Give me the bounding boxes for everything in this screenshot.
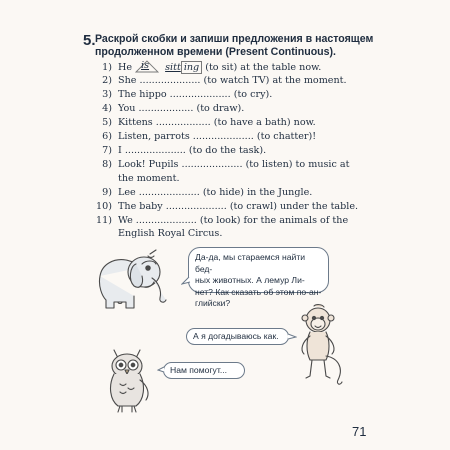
exercise-text: We .................... (to look) for the animals of the <box>118 215 349 226</box>
bubble-line: Да-да, мы стараемся найти бед- <box>195 252 306 274</box>
monkey-illustration <box>292 304 348 388</box>
exercise-text: The hippo .................... (to cry). <box>118 89 273 100</box>
task-title: Раскрой скобки и запиши предложения в настоящем продолженном времени (Present Continuous). <box>95 33 374 58</box>
bubble-line: ных животных. А лемур Ли- <box>195 275 305 285</box>
exercise-number: 2) <box>102 75 112 86</box>
exercise-number: 3) <box>102 89 112 100</box>
bubble-line: глийски? <box>195 298 231 308</box>
example-aux-triangle <box>134 60 160 73</box>
monkey-speech-bubble: А я догадываюсь как. <box>186 328 289 345</box>
exercise-item <box>95 201 358 213</box>
exercise-item <box>95 215 348 227</box>
example-suffix-box: ing <box>181 61 202 74</box>
exercise-item-continuation <box>95 228 222 240</box>
exercise-item <box>95 117 316 129</box>
exercise-text: the moment. <box>118 173 180 184</box>
exercise-number: 8) <box>102 159 112 170</box>
exercise-item <box>95 75 347 87</box>
exercise-number: 7) <box>102 145 112 156</box>
exercise-item <box>95 89 272 101</box>
exercise-text: English Royal Circus. <box>118 228 223 239</box>
exercise-item <box>95 103 244 115</box>
exercise-number: 5) <box>102 117 112 128</box>
task-number: 5. <box>83 32 96 49</box>
owl-bubble-tail <box>157 366 165 374</box>
exercise-text: I .................... (to do the task). <box>118 145 267 156</box>
elephant-illustration <box>92 246 188 312</box>
exercise-item <box>95 145 266 157</box>
exercise-item-continuation <box>95 173 180 185</box>
exercise-item <box>95 131 316 143</box>
exercise-text: Lee .................... (to hide) in the Jungle. <box>118 187 313 198</box>
elephant-speech-bubble <box>188 247 329 308</box>
owl-speech-bubble: Нам помогут... <box>163 362 245 379</box>
exercise-text: You .................. (to draw). <box>118 103 245 114</box>
exercise-item <box>95 187 312 199</box>
example-sentence <box>95 60 321 74</box>
exercise-number: 9) <box>102 187 112 198</box>
exercise-number: 1) <box>102 62 112 73</box>
exercise-item <box>95 159 350 171</box>
page-number: 71 <box>352 424 367 439</box>
example-verb-stem: sitt <box>165 62 181 73</box>
exercise-number: 11) <box>96 215 112 226</box>
exercise-number: 6) <box>102 131 112 142</box>
exercise-text: Kittens .................. (to have a bath) now. <box>118 117 316 128</box>
bubble-line: нет? Как сказать об этом по-ан- <box>195 286 322 297</box>
exercise-text: Look! Pupils .................... (to listen) to music at <box>118 159 350 170</box>
example-rest: (to sit) at the table now. <box>205 62 322 73</box>
exercise-text: The baby .................... (to crawl) under the table. <box>118 201 359 212</box>
exercise-text: Listen, parrots .................... (to chatter)! <box>118 131 317 142</box>
exercise-number: 10) <box>96 201 112 212</box>
exercise-number: 4) <box>102 103 112 114</box>
owl-illustration <box>100 344 156 416</box>
elephant-bubble-tail <box>181 276 191 286</box>
exercise-text: She .................... (to watch TV) at the moment. <box>118 75 347 86</box>
example-aux: is <box>141 60 150 71</box>
example-subject: He <box>118 62 133 73</box>
